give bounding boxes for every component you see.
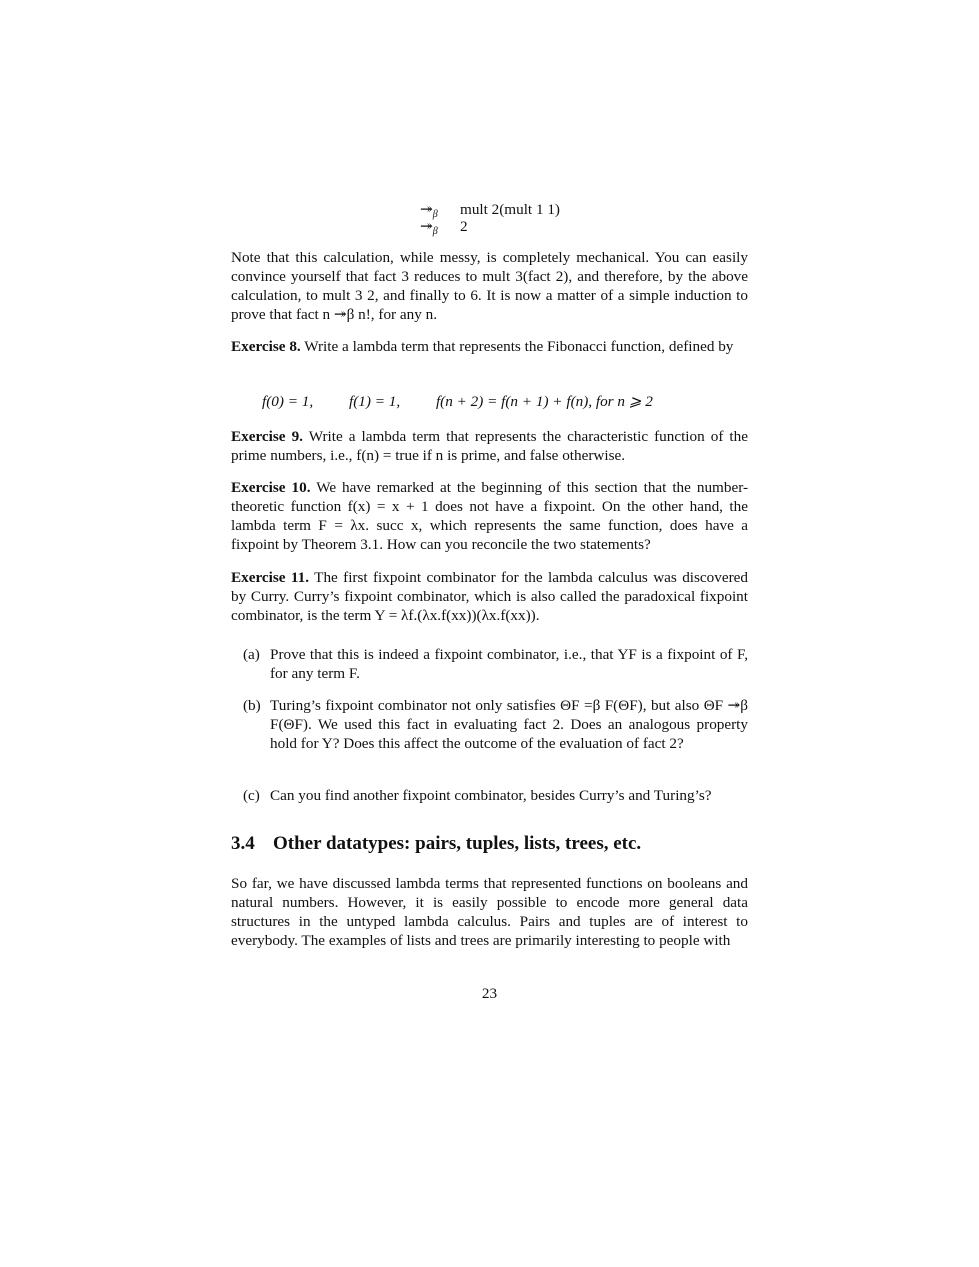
- exercise-heading: Exercise 8.: [231, 338, 301, 355]
- calc-row: [420, 201, 560, 218]
- exercise-text: Write a lambda term that represents the characteristic function of the prime numbers, i.e., f(n) = true if n is prime, and false otherwise.: [231, 428, 748, 464]
- exercise-9: [231, 427, 748, 465]
- section-number: 3.4: [231, 833, 255, 854]
- item-label: (a): [243, 646, 260, 663]
- item-text: Can you find another fixpoint combinator, besides Curry’s and Turing’s?: [270, 787, 712, 804]
- section-paragraph: So far, we have discussed lambda terms that represented functions on booleans and natural numbers. However, it is easily possible to encode more general data structures in the untyped lambda calculus. Pairs and tuples are of interest to everybody. The examples of lists and trees are primarily interesting to people with: [231, 875, 748, 949]
- exercise-text: Write a lambda term that represents the Fibonacci function, defined by: [304, 338, 734, 355]
- exercise-text: We have remarked at the beginning of this section that the number-theoretic function f(x) = x + 1 does not have a fixpoint. On the other hand, the lambda term F = λx. succ x, which represents the same function, does have a fixpoint by Theorem 3.1. How can you reconcile the two statements?: [231, 479, 749, 553]
- calc-row: [420, 218, 560, 235]
- calc-term: mult 2(mult 1 1): [460, 201, 560, 218]
- reduction-subscript: β: [432, 209, 438, 220]
- exercise-item: [243, 786, 748, 805]
- note-paragraph: Note that this calculation, while messy, is completely mechanical. You can easily convince yourself that fact 3 reduces to mult 3(fact 2), and therefore, by the above calculation, to mult 3 2, and finally to 6. It is now a matter of a simple induction to prove that fact n ↠β n!, for any n.: [231, 249, 748, 323]
- reduction-calculation: [420, 201, 560, 235]
- exercise-10: [231, 478, 748, 554]
- section-title: Other datatypes: pairs, tuples, lists, trees, etc.: [273, 833, 642, 854]
- equation: f(1) = 1,: [348, 393, 401, 410]
- fibonacci-definition: [262, 392, 653, 411]
- reduction-subscript: β: [432, 226, 438, 237]
- page-number: 23: [481, 985, 498, 1002]
- item-label: (c): [243, 787, 260, 804]
- item-label: (b): [243, 697, 261, 714]
- item-text: Turing’s fixpoint combinator not only satisfies ΘF =β F(ΘF), but also ΘF ↠β F(ΘF). We used this fact in evaluating fact 2. Does an analogous property hold for Y? Does this affect the outcome of the evaluation of fact 2?: [270, 697, 748, 752]
- calc-term: 2: [460, 218, 468, 235]
- exercise-8: [231, 337, 748, 356]
- reduction-arrow: ↠: [420, 201, 433, 218]
- exercise-11: [231, 568, 748, 625]
- section-heading: [231, 832, 641, 856]
- item-text: Prove that this is indeed a fixpoint combinator, i.e., that YF is a fixpoint of F, for any term F.: [270, 646, 748, 682]
- exercise-item: [243, 645, 748, 683]
- exercise-heading: Exercise 11.: [231, 569, 310, 586]
- exercise-text: The first fixpoint combinator for the lambda calculus was discovered by Curry. Curry’s fixpoint combinator, which is also called the paradoxical fixpoint combinator, is the term Y = λf.(λx.f(xx))(λx.f(xx)).: [231, 569, 748, 624]
- equation: f(0) = 1,: [262, 393, 314, 410]
- exercise-heading: Exercise 10.: [231, 479, 311, 496]
- exercise-item: [243, 696, 748, 753]
- exercise-heading: Exercise 9.: [231, 428, 303, 445]
- equation: f(n + 2) = f(n + 1) + f(n), for n ⩾ 2: [435, 393, 653, 410]
- reduction-arrow: ↠: [420, 218, 433, 235]
